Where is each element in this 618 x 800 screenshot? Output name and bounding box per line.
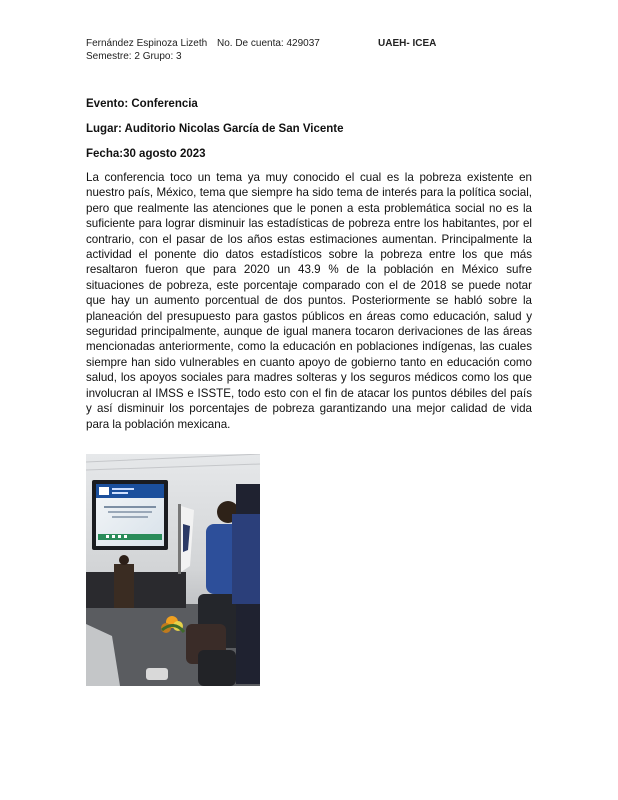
conference-photo-image: [86, 454, 260, 686]
header-author: Fernández Espinoza Lizeth: [86, 38, 208, 49]
header-account: No. De cuenta: 429037: [217, 38, 320, 49]
institution-text: UAEH- ICEA: [378, 38, 437, 49]
body-paragraph: La conferencia toco un tema ya muy conocido el cual es la pobreza existente en nuestro país, México, tema que siempre ha sido tema de interés para la política social, pero que realmente las atenciones que le ponen a esta problemática social no es la suficiente para lograr disminuir las estadísticas de pobreza entre los habitantes, por el contrario, con el pasar de los años estas estimaciones aumentan. Principalmente la actividad el ponente dio datos estadísticos sobre la pobreza entre los que más resaltaron fueron que para 2020 un 43.9 % de la población en México sufre situaciones de pobreza, este porcentaje comparado con el de 2018 se puede notar que hay un aumento porcentual de dos puntos. Posteriormente se habló sobre la planeación del presupuesto para gastos públicos en áreas como educación, salud y seguridad principalmente, aunque de igual manera tocaron derivaciones de las áreas mencionadas anteriormente, como la educación en poblaciones indígenas, las cuales siempre han sido vulnerables en cuanto apoyo de gobierno tanto en educación como salud, los apoyos sociales para madres solteras y los seguros médicos como los que involucran al IMSS e ISSTE, todo esto con el fin de atacar los puntos débiles del país y así disminuir los porcentajes de pobreza garantizando una mejor calidad de vida para la población mexicana.: [86, 171, 532, 431]
date-label: Fecha:30 agosto 2023: [86, 148, 206, 160]
place-label: Lugar: Auditorio Nicolas García de San Vicente: [86, 123, 344, 135]
event-label: Evento: Conferencia: [86, 98, 198, 110]
conference-photo: [86, 454, 260, 686]
header-institution: [378, 37, 436, 50]
header-semester-group: Semestre: 2 Grupo: 3: [86, 51, 182, 62]
